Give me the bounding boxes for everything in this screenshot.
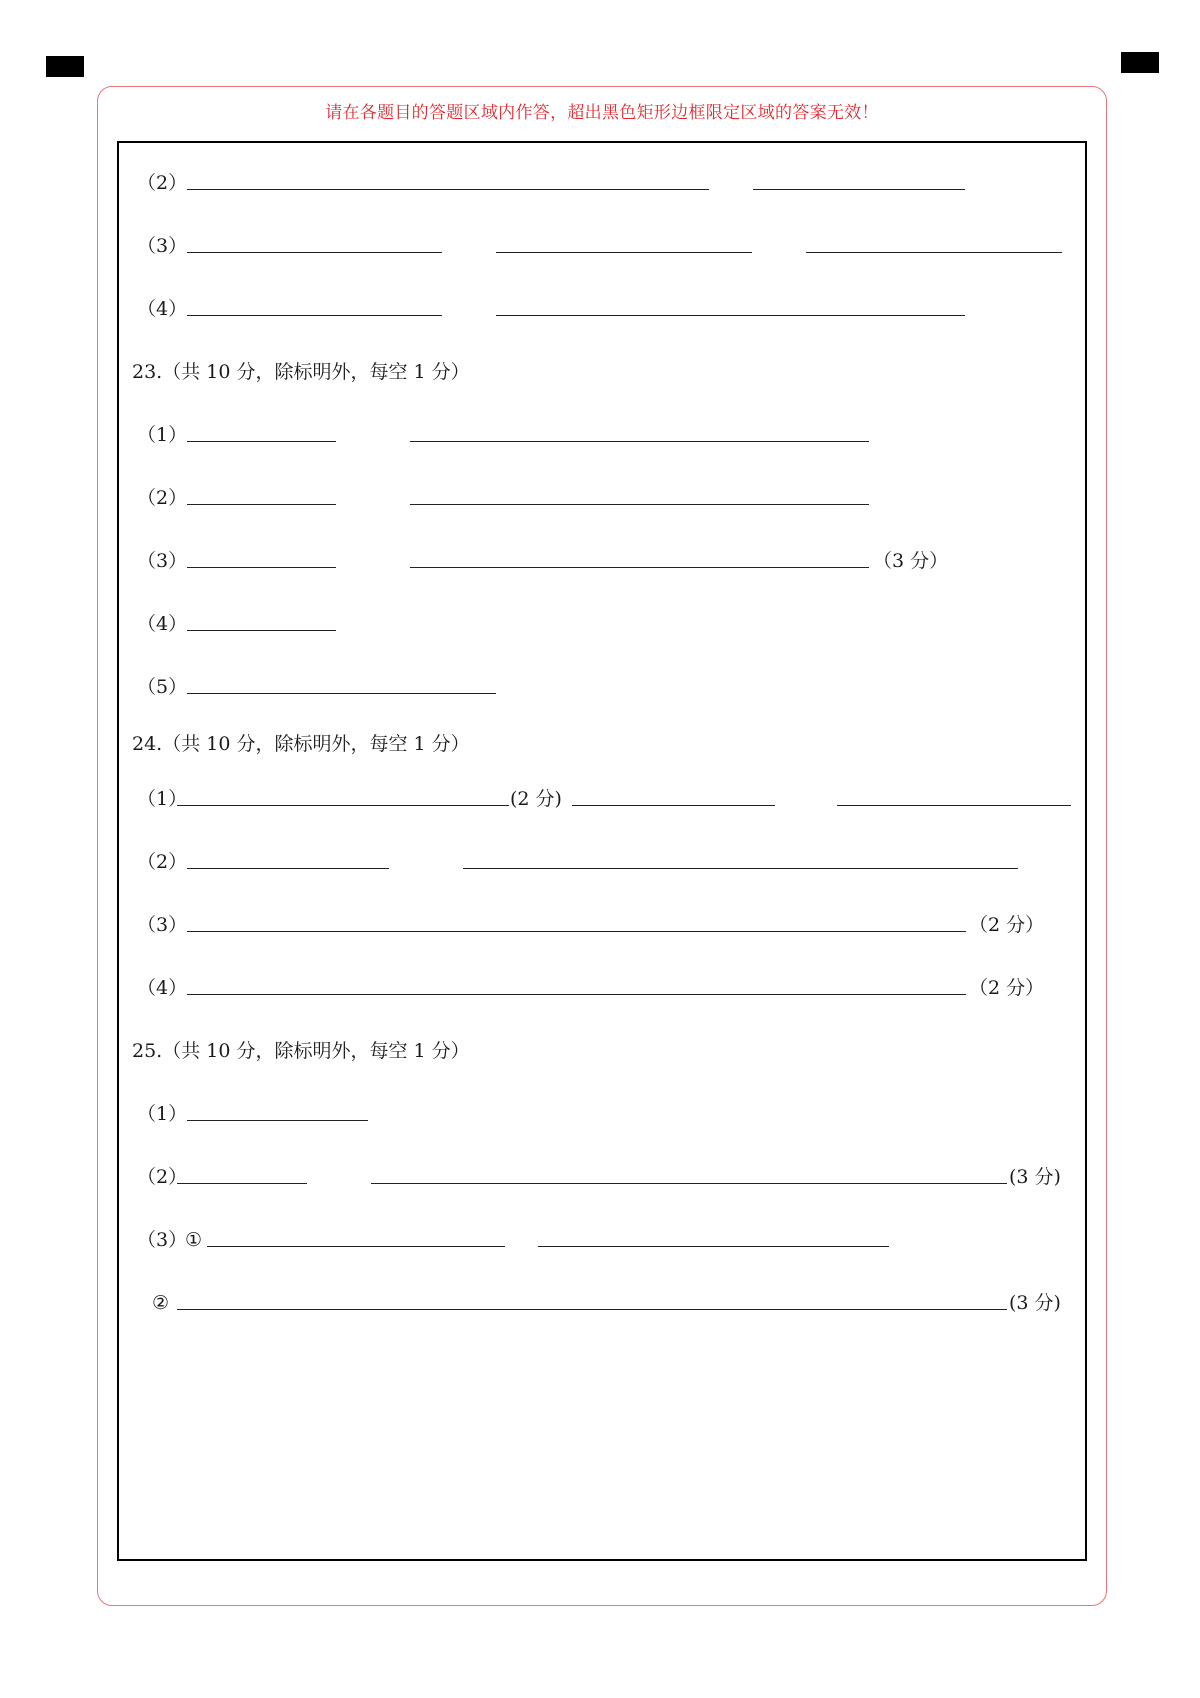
q22-part-4-row	[137, 294, 1087, 324]
score-note: (2 分)	[510, 788, 562, 810]
answer-blank[interactable]	[187, 693, 496, 694]
q23-part-5-row	[137, 672, 1087, 702]
q23-part-1-label: （1）	[137, 424, 188, 446]
answer-blank[interactable]	[753, 189, 965, 190]
answer-blank[interactable]	[177, 805, 509, 806]
answer-blank[interactable]	[187, 189, 709, 190]
circled-one-marker: ①	[185, 1229, 203, 1251]
q22-part-3-row	[137, 231, 1087, 261]
q23-part-3-row	[137, 546, 1087, 576]
answer-blank[interactable]	[187, 441, 336, 442]
q23-part-5-label: （5）	[137, 676, 188, 698]
answer-blank[interactable]	[410, 567, 869, 568]
answer-blank[interactable]	[187, 567, 336, 568]
answer-blank[interactable]	[496, 252, 752, 253]
q24-part-3-row	[137, 910, 1087, 940]
answer-blank[interactable]	[207, 1246, 505, 1247]
q25-part-1-row	[137, 1099, 1087, 1129]
score-note: （2 分）	[969, 914, 1045, 936]
q25-part-3-label: （3）	[137, 1229, 188, 1251]
answer-blank[interactable]	[410, 441, 869, 442]
answer-blank[interactable]	[177, 1183, 307, 1184]
q24-part-1-row	[137, 784, 1097, 814]
score-note: （3 分）	[873, 550, 949, 572]
q23-part-2-label: （2）	[137, 487, 188, 509]
answer-blank[interactable]	[371, 1183, 1007, 1184]
q23-part-3-label: （3）	[137, 550, 188, 572]
q24-heading: 24.（共 10 分，除标明外，每空 1 分）	[132, 733, 470, 755]
answer-blank[interactable]	[187, 1120, 368, 1121]
q25-part-1-label: （1）	[137, 1103, 188, 1125]
registration-marker-right	[1121, 52, 1159, 73]
q23-part-4-row	[137, 609, 1087, 639]
answer-blank[interactable]	[187, 931, 966, 932]
answer-blank[interactable]	[187, 252, 442, 253]
q23-heading: 23.（共 10 分，除标明外，每空 1 分）	[132, 361, 470, 383]
q25-part-2-label: （2）	[137, 1166, 188, 1188]
answer-blank[interactable]	[177, 1309, 1007, 1310]
score-note: (3 分)	[1009, 1166, 1061, 1188]
answer-blank[interactable]	[538, 1246, 889, 1247]
answer-blank[interactable]	[187, 994, 966, 995]
q22-part-4-label: （4）	[137, 298, 188, 320]
q22-part-2-label: （2）	[137, 172, 188, 194]
answer-blank[interactable]	[187, 868, 389, 869]
q25-heading: 25.（共 10 分，除标明外，每空 1 分）	[132, 1040, 470, 1062]
q24-part-2-label: （2）	[137, 851, 188, 873]
q23-part-1-row	[137, 420, 1087, 450]
answer-blank[interactable]	[463, 868, 1018, 869]
answer-blank[interactable]	[187, 315, 442, 316]
score-note: (3 分)	[1009, 1292, 1061, 1314]
q24-part-3-label: （3）	[137, 914, 188, 936]
q24-part-2-row	[137, 847, 1087, 877]
q24-part-4-row	[137, 973, 1087, 1003]
q24-part-4-label: （4）	[137, 977, 188, 999]
q22-part-2-row	[137, 168, 1087, 198]
registration-marker-left	[46, 56, 84, 77]
q25-part-2-row	[137, 1162, 1097, 1192]
q22-part-3-label: （3）	[137, 235, 188, 257]
answer-blank[interactable]	[572, 805, 775, 806]
answer-blank[interactable]	[187, 504, 336, 505]
q23-part-2-row	[137, 483, 1087, 513]
answer-area-notice: 请在各题目的答题区域内作答，超出黑色矩形边框限定区域的答案无效！	[325, 103, 879, 123]
q24-part-1-label: （1）	[137, 788, 188, 810]
q25-part-3-row	[137, 1225, 1087, 1255]
answer-blank[interactable]	[806, 252, 1062, 253]
answer-blank[interactable]	[496, 315, 965, 316]
answer-blank[interactable]	[410, 504, 869, 505]
q23-part-4-label: （4）	[137, 613, 188, 635]
answer-blank[interactable]	[837, 805, 1071, 806]
circled-two-marker: ②	[152, 1292, 170, 1314]
answer-blank[interactable]	[187, 630, 336, 631]
score-note: （2 分）	[969, 977, 1045, 999]
q25-part-3-sub-2-row	[152, 1288, 1097, 1318]
